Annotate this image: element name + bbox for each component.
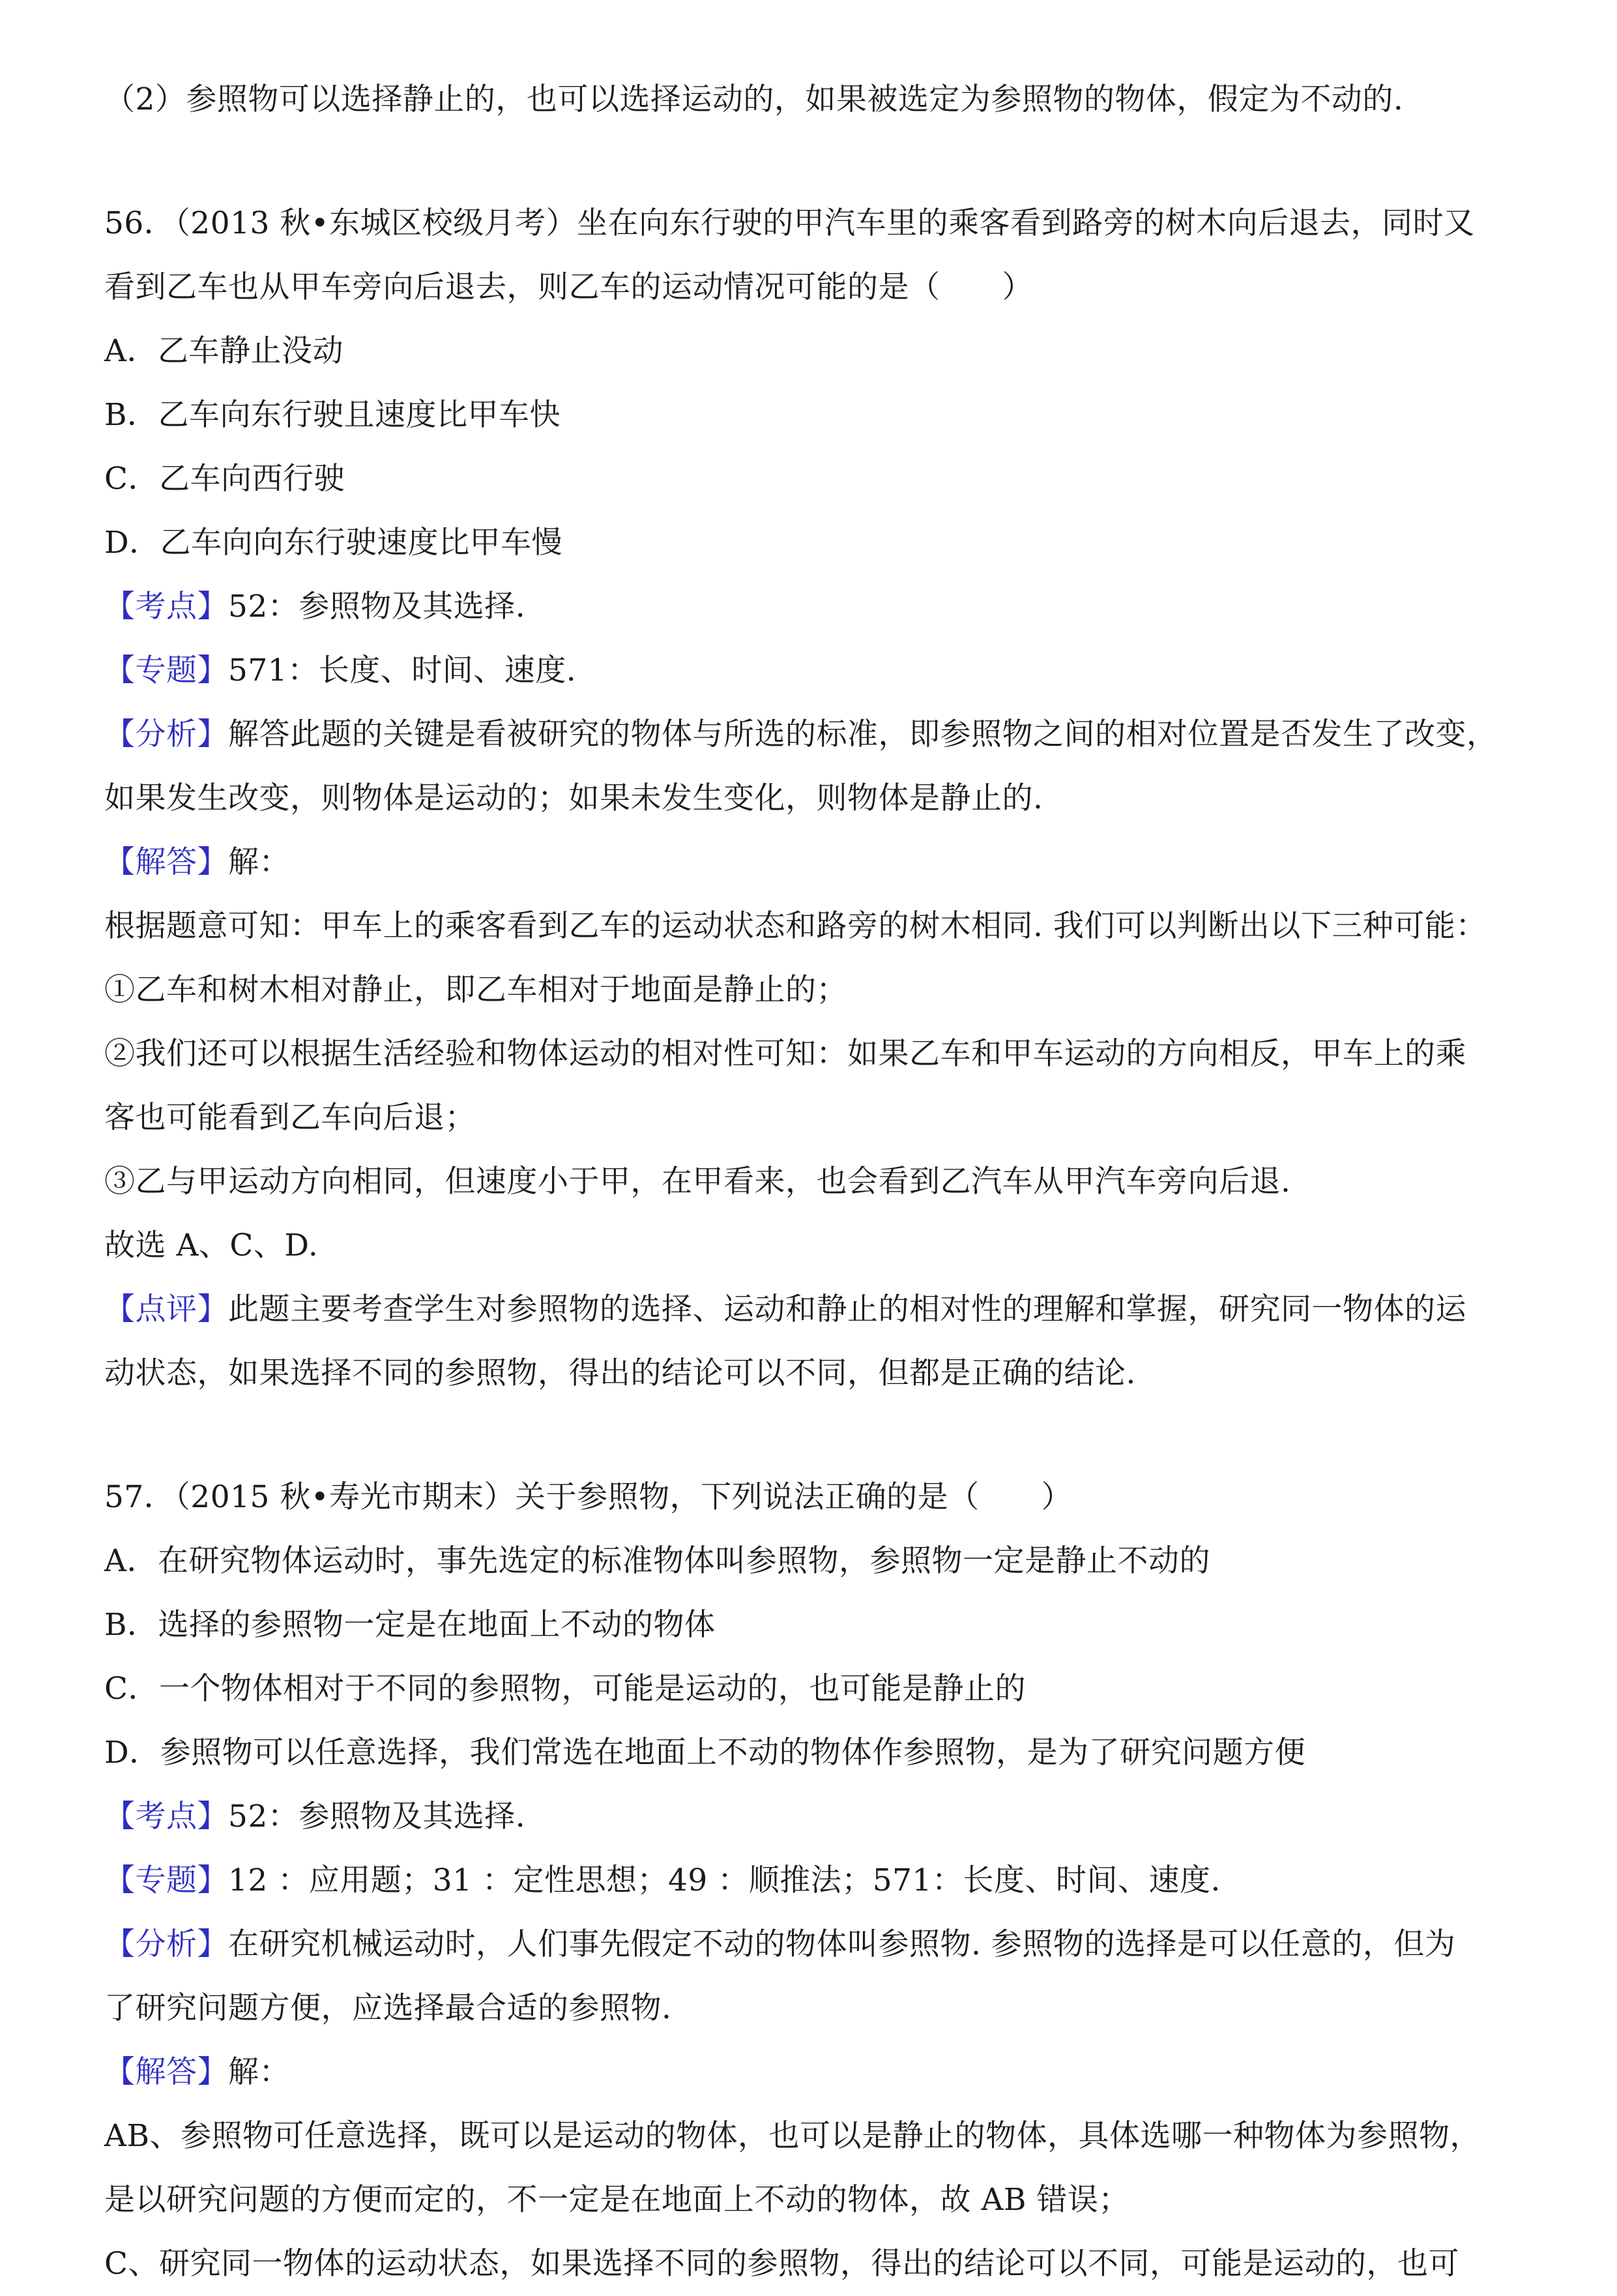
question-stem: 57．（2015 秋•寿光市期末）关于参照物，下列说法正确的是（ ） — [104, 1479, 1073, 1515]
solution-line: 是以研究问题的方便而定的，不一定是在地面上不动的物体，故 AB 错误； — [104, 2182, 1129, 2218]
question-56 — [104, 192, 1539, 1406]
option-c: C．一个物体相对于不同的参照物，可能是运动的，也可能是静止的 — [104, 1671, 1026, 1707]
fenxi-line-cont: 如果发生改变，则物体是运动的；如果未发生变化，则物体是静止的. — [104, 780, 1043, 816]
jieda-line — [104, 831, 1539, 894]
jieda-tag: 【解答】 — [104, 2054, 228, 2090]
solution-line: AB、参照物可任意选择，既可以是运动的物体，也可以是静止的物体，具体选哪一种物体为参照物， — [104, 2118, 1481, 2154]
zhuanti-tag: 【专题】 — [104, 1862, 228, 1898]
dianping-tag: 【点评】 — [104, 1291, 228, 1327]
zhuanti-line — [104, 1849, 1539, 1913]
option-d: D．乙车向向东行驶速度比甲车慢 — [104, 525, 563, 561]
option-c: C．乙车向西行驶 — [104, 461, 345, 497]
fenxi-line — [104, 1913, 1539, 1977]
kaodian-tag: 【考点】 — [104, 1799, 228, 1834]
option-a: A．在研究物体运动时，事先选定的标准物体叫参照物，参照物一定是静止不动的 — [104, 1543, 1210, 1579]
jieda-line — [104, 2040, 1539, 2104]
dianping-line — [104, 1278, 1539, 1342]
dianping-text: 此题主要考查学生对参照物的选择、运动和静止的相对性的理解和掌握，研究同一物体的运 — [228, 1291, 1466, 1327]
kaodian-tag: 【考点】 — [104, 589, 228, 625]
spacer — [104, 132, 1539, 192]
text-line: （2）参照物可以选择静止的，也可以选择运动的，如果被选定为参照物的物体，假定为不动的. — [104, 81, 1404, 117]
zhuanti-text: 12 ：应用题；31 ：定性思想；49 ：顺推法；571：长度、时间、速度. — [228, 1862, 1221, 1898]
option-d: D．参照物可以任意选择，我们常选在地面上不动的物体作参照物，是为了研究问题方便 — [104, 1735, 1306, 1771]
option-b: B．乙车向东行驶且速度比甲车快 — [104, 397, 561, 433]
fenxi-text: 在研究机械运动时，人们事先假定不动的物体叫参照物. 参照物的选择是可以任意的，但为 — [228, 1926, 1456, 1962]
fenxi-line — [104, 703, 1539, 767]
kaodian-line — [104, 575, 1539, 639]
zhuanti-line — [104, 639, 1539, 703]
zhuanti-tag: 【专题】 — [104, 653, 228, 688]
spacer — [104, 1406, 1539, 1465]
solution-line: 故选 A、C、D. — [104, 1228, 319, 1263]
kaodian-text: 52：参照物及其选择. — [228, 1799, 526, 1834]
solution-line: 根据题意可知：甲车上的乘客看到乙车的运动状态和路旁的树木相同. 我们可以判断出以下三种可能： — [104, 908, 1487, 944]
solution-line: C、研究同一物体的运动状态，如果选择不同的参照物，得出的结论可以不同，可能是运动的，也可 — [104, 2246, 1459, 2282]
solution-line: ①乙车和树木相对静止，即乙车相对于地面是静止的； — [104, 972, 847, 1008]
jieda-tag: 【解答】 — [104, 844, 228, 880]
option-a: A．乙车静止没动 — [104, 333, 343, 369]
fenxi-tag: 【分析】 — [104, 716, 228, 752]
solution-line: ③乙与甲运动方向相同，但速度小于甲，在甲看来，也会看到乙汽车从甲汽车旁向后退. — [104, 1164, 1291, 1200]
question-stem: 看到乙车也从甲车旁向后退去，则乙车的运动情况可能的是（ ） — [104, 269, 1033, 305]
jieda-text: 解： — [228, 844, 290, 880]
kaodian-text: 52：参照物及其选择. — [228, 589, 526, 625]
zhuanti-text: 571：长度、时间、速度. — [228, 653, 577, 688]
fenxi-text: 解答此题的关键是看被研究的物体与所选的标准，即参照物之间的相对位置是否发生了改变， — [228, 716, 1498, 752]
question-stem: 56．（2013 秋•东城区校级月考）坐在向东行驶的甲汽车里的乘客看到路旁的树木向后退去，同时又 — [104, 205, 1475, 241]
question-57 — [104, 1465, 1539, 2296]
solution-line: 客也可能看到乙车向后退； — [104, 1100, 476, 1136]
kaodian-line — [104, 1785, 1539, 1849]
dianping-line-cont: 动状态，如果选择不同的参照物，得出的结论可以不同，但都是正确的结论. — [104, 1355, 1136, 1391]
solution-line: ②我们还可以根据生活经验和物体运动的相对性可知：如果乙车和甲车运动的方向相反，甲车上的乘 — [104, 1036, 1466, 1072]
option-b: B．选择的参照物一定是在地面上不动的物体 — [104, 1607, 716, 1643]
jieda-text: 解： — [228, 2054, 290, 2090]
fenxi-tag: 【分析】 — [104, 1926, 228, 1962]
fenxi-line-cont: 了研究问题方便，应选择最合适的参照物. — [104, 1990, 672, 2026]
